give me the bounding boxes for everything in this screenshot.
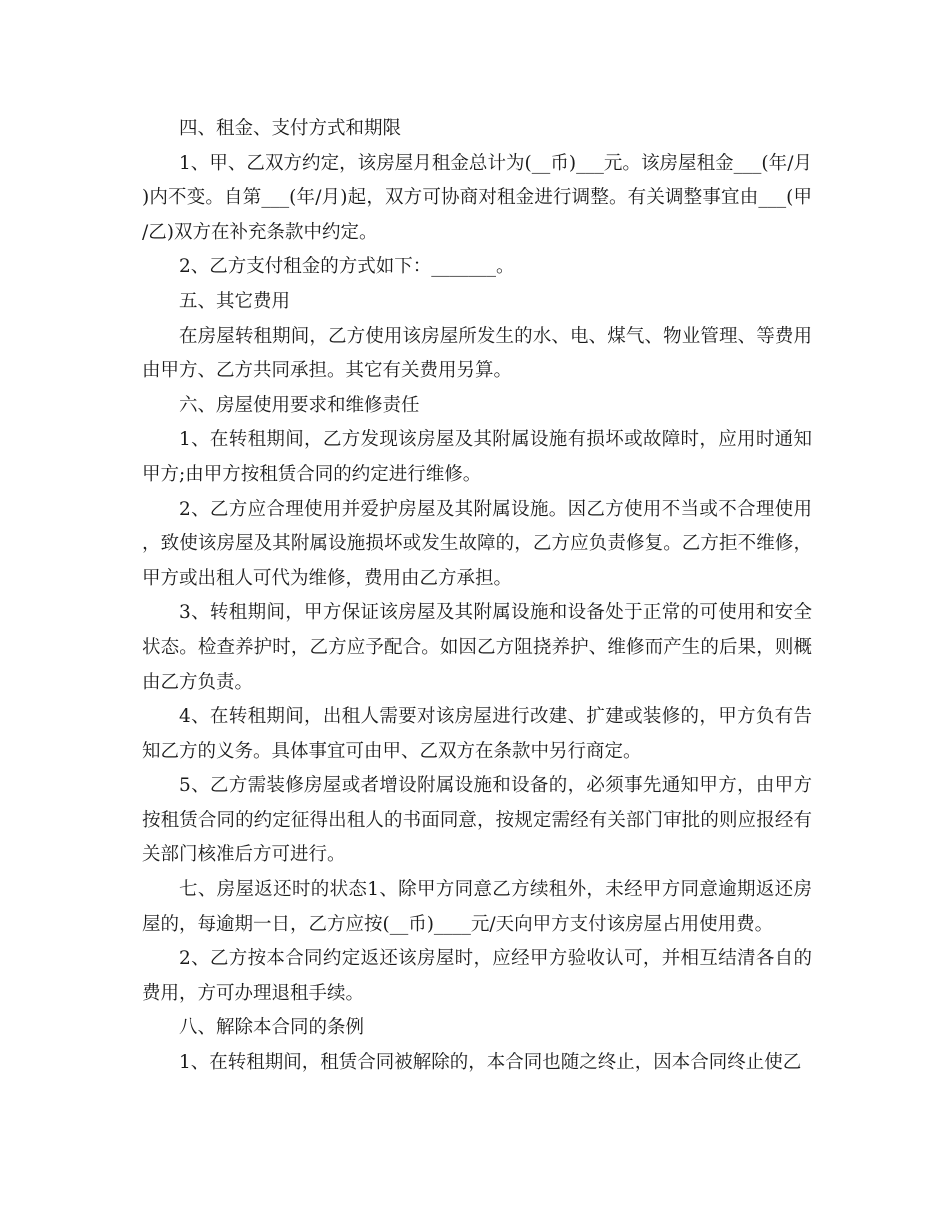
- clause-safe-condition: 3、转租期间，甲方保证该房屋及其附属设施和设备处于正常的可使用和安全状态。检查养护时，乙方应予配合。如因乙方阻挠养护、维修而产生的后果，则概由乙方负责。: [142, 602, 812, 693]
- clause-renovation-notice: 4、在转租期间，出租人需要对该房屋进行改建、扩建或装修的，甲方负有告知乙方的义务。具体事宜可由甲、乙双方在条款中另行商定。: [142, 706, 812, 762]
- clause-return-acceptance: 2、乙方按本合同约定返还该房屋时，应经甲方验收认可，并相互结清各自的费用，方可办理退租手续。: [142, 948, 812, 1004]
- section-heading-return-state: 七、房屋返还时的状态1、除甲方同意乙方续租外，未经甲方同意逾期返还房屋的，每逾期一日，乙方应按(__币)____元/天向甲方支付该房屋占用使用费。: [142, 879, 812, 935]
- clause-repair-notice: 1、在转租期间，乙方发现该房屋及其附属设施有损坏或故障时，应用时通知甲方;由甲方按租赁合同的约定进行维修。: [142, 429, 812, 485]
- section-heading-usage-repair: 六、房屋使用要求和维修责任: [179, 394, 420, 416]
- document-body: [142, 112, 812, 1081]
- clause-proper-use: 2、乙方应合理使用并爱护房屋及其附属设施。因乙方使用不当或不合理使用，致使该房屋及其附属设施损坏或发生故障的，乙方应负责修复。乙方拒不维修，甲方或出租人可代为维修，费用由乙方承担。: [142, 498, 812, 589]
- clause-tenant-renovation: 5、乙方需装修房屋或者增设附属设施和设备的，必须事先通知甲方，由甲方按租赁合同的约定征得出租人的书面同意，按规定需经有关部门审批的则应报经有关部门核准后方可进行。: [142, 775, 812, 866]
- clause-other-fees: 在房屋转租期间，乙方使用该房屋所发生的水、电、煤气、物业管理、等费用由甲方、乙方共同承担。其它有关费用另算。: [142, 325, 812, 382]
- clause-payment-method: 2、乙方支付租金的方式如下：_______。: [179, 256, 515, 278]
- section-heading-other-fees: 五、其它费用: [179, 290, 291, 312]
- section-heading-termination: 八、解除本合同的条例: [179, 1017, 365, 1039]
- clause-termination: 1、在转租期间，租赁合同被解除的，本合同也随之终止，因本合同终止使乙: [179, 1052, 802, 1074]
- section-heading-rent: 四、租金、支付方式和期限: [179, 118, 402, 139]
- clause-rent-amount: 1、甲、乙双方约定，该房屋月租金总计为(__币)___元。该房屋租金___(年/月)内不变。自第___(年/月)起，双方可协商对租金进行调整。有关调整事宜由___(甲/乙)双方在补充条款中约定。: [142, 152, 812, 243]
